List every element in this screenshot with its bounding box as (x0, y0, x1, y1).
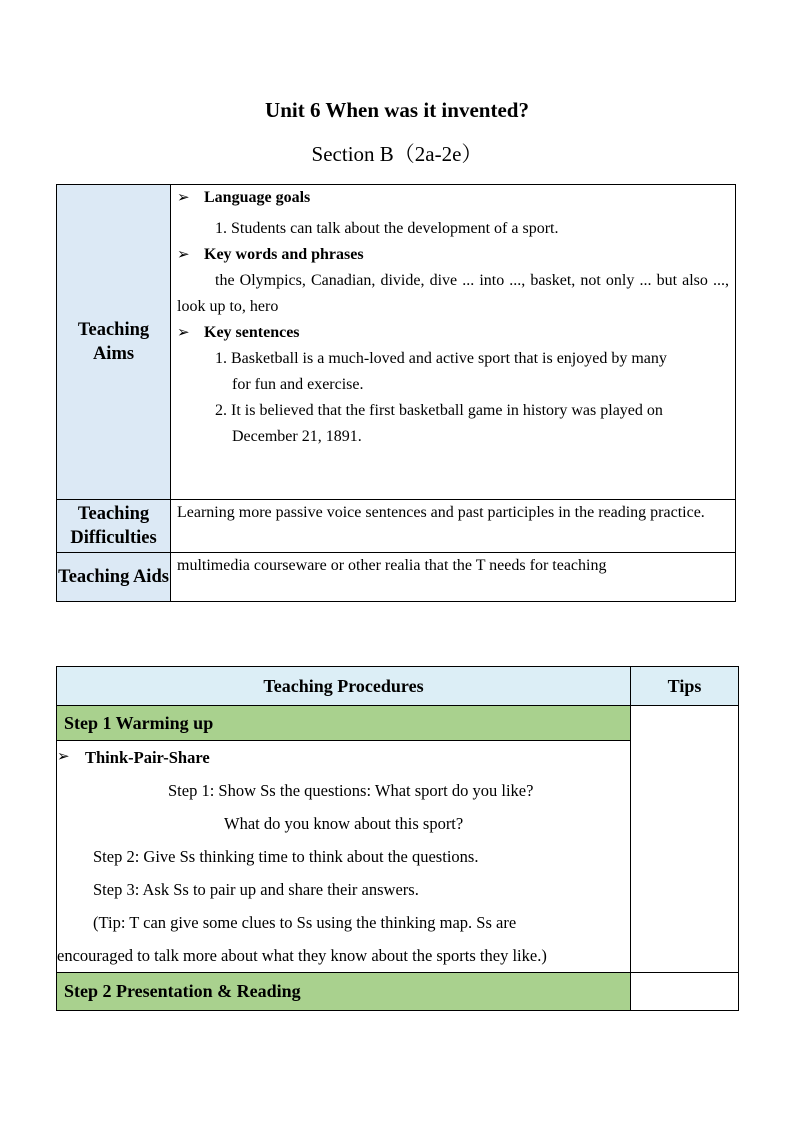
step2-title: Step 2 Presentation & Reading (57, 973, 631, 1011)
teaching-aims-label: Teaching Aims (57, 185, 171, 500)
key-sentence-1: 1. Basketball is a much-loved and active sport that is enjoyed by many (215, 350, 667, 367)
key-words-heading: ➢ Key words and phrases (177, 242, 729, 268)
page-title: Unit 6 When was it invented? (265, 98, 529, 122)
step1-line4: Step 3: Ask Ss to pair up and share their answers. (93, 880, 419, 899)
language-goals-heading: ➢ Language goals (177, 185, 729, 211)
teaching-procedures-table (56, 666, 739, 1011)
teaching-aids-label: Teaching Aids (57, 553, 171, 602)
arrow-bullet-icon: ➢ (177, 247, 190, 263)
arrow-bullet-icon: ➢ (177, 190, 190, 206)
step1-tips (631, 706, 739, 973)
step1-body (57, 741, 631, 973)
procedures-header: Teaching Procedures (57, 667, 631, 706)
teaching-difficulties-row (57, 500, 736, 553)
think-pair-share-heading: ➢ Think-Pair-Share (57, 741, 630, 774)
step1-line2: What do you know about this sport? (224, 814, 464, 833)
step1-title: Step 1 Warming up (57, 706, 631, 741)
key-sentence-2-cont: December 21, 1891. (232, 428, 362, 445)
teaching-difficulties-content: Learning more passive voice sentences and past participles in the reading practice. (171, 500, 736, 553)
teaching-aims-content (171, 185, 736, 500)
teaching-aims-row (57, 185, 736, 500)
teaching-aids-content: multimedia courseware or other realia that the T needs for teaching (171, 553, 736, 602)
tips-header: Tips (631, 667, 739, 706)
key-sentence-1-cont: for fun and exercise. (232, 376, 364, 393)
teaching-info-table (56, 184, 736, 602)
arrow-bullet-icon: ➢ (57, 749, 70, 765)
key-sentences-heading: ➢ Key sentences (177, 320, 729, 346)
language-goal-1: 1. Students can talk about the development of a sport. (215, 220, 559, 237)
step2-row (57, 973, 739, 1011)
teaching-difficulties-label: Teaching Difficulties (57, 500, 171, 553)
key-words-text: the Olympics, Canadian, divide, dive ... into ..., basket, not only ... but also ..., look up to, hero (177, 272, 729, 315)
step2-tips (631, 973, 739, 1011)
step1-line3: Step 2: Give Ss thinking time to think about the questions. (93, 847, 479, 866)
step1-line5: (Tip: T can give some clues to Ss using the thinking map. Ss are (93, 913, 517, 932)
step1-line6: encouraged to talk more about what they know about the sports they like.) (57, 946, 547, 965)
arrow-bullet-icon: ➢ (177, 325, 190, 341)
step1-line1: Step 1: Show Ss the questions: What sport do you like? (168, 781, 534, 800)
procedures-header-row (57, 667, 739, 706)
key-sentence-2: 2. It is believed that the first basketball game in history was played on (215, 402, 663, 419)
page-subtitle: Section B（2a-2e） (311, 142, 483, 166)
step1-row (57, 706, 739, 741)
teaching-aids-row (57, 553, 736, 602)
